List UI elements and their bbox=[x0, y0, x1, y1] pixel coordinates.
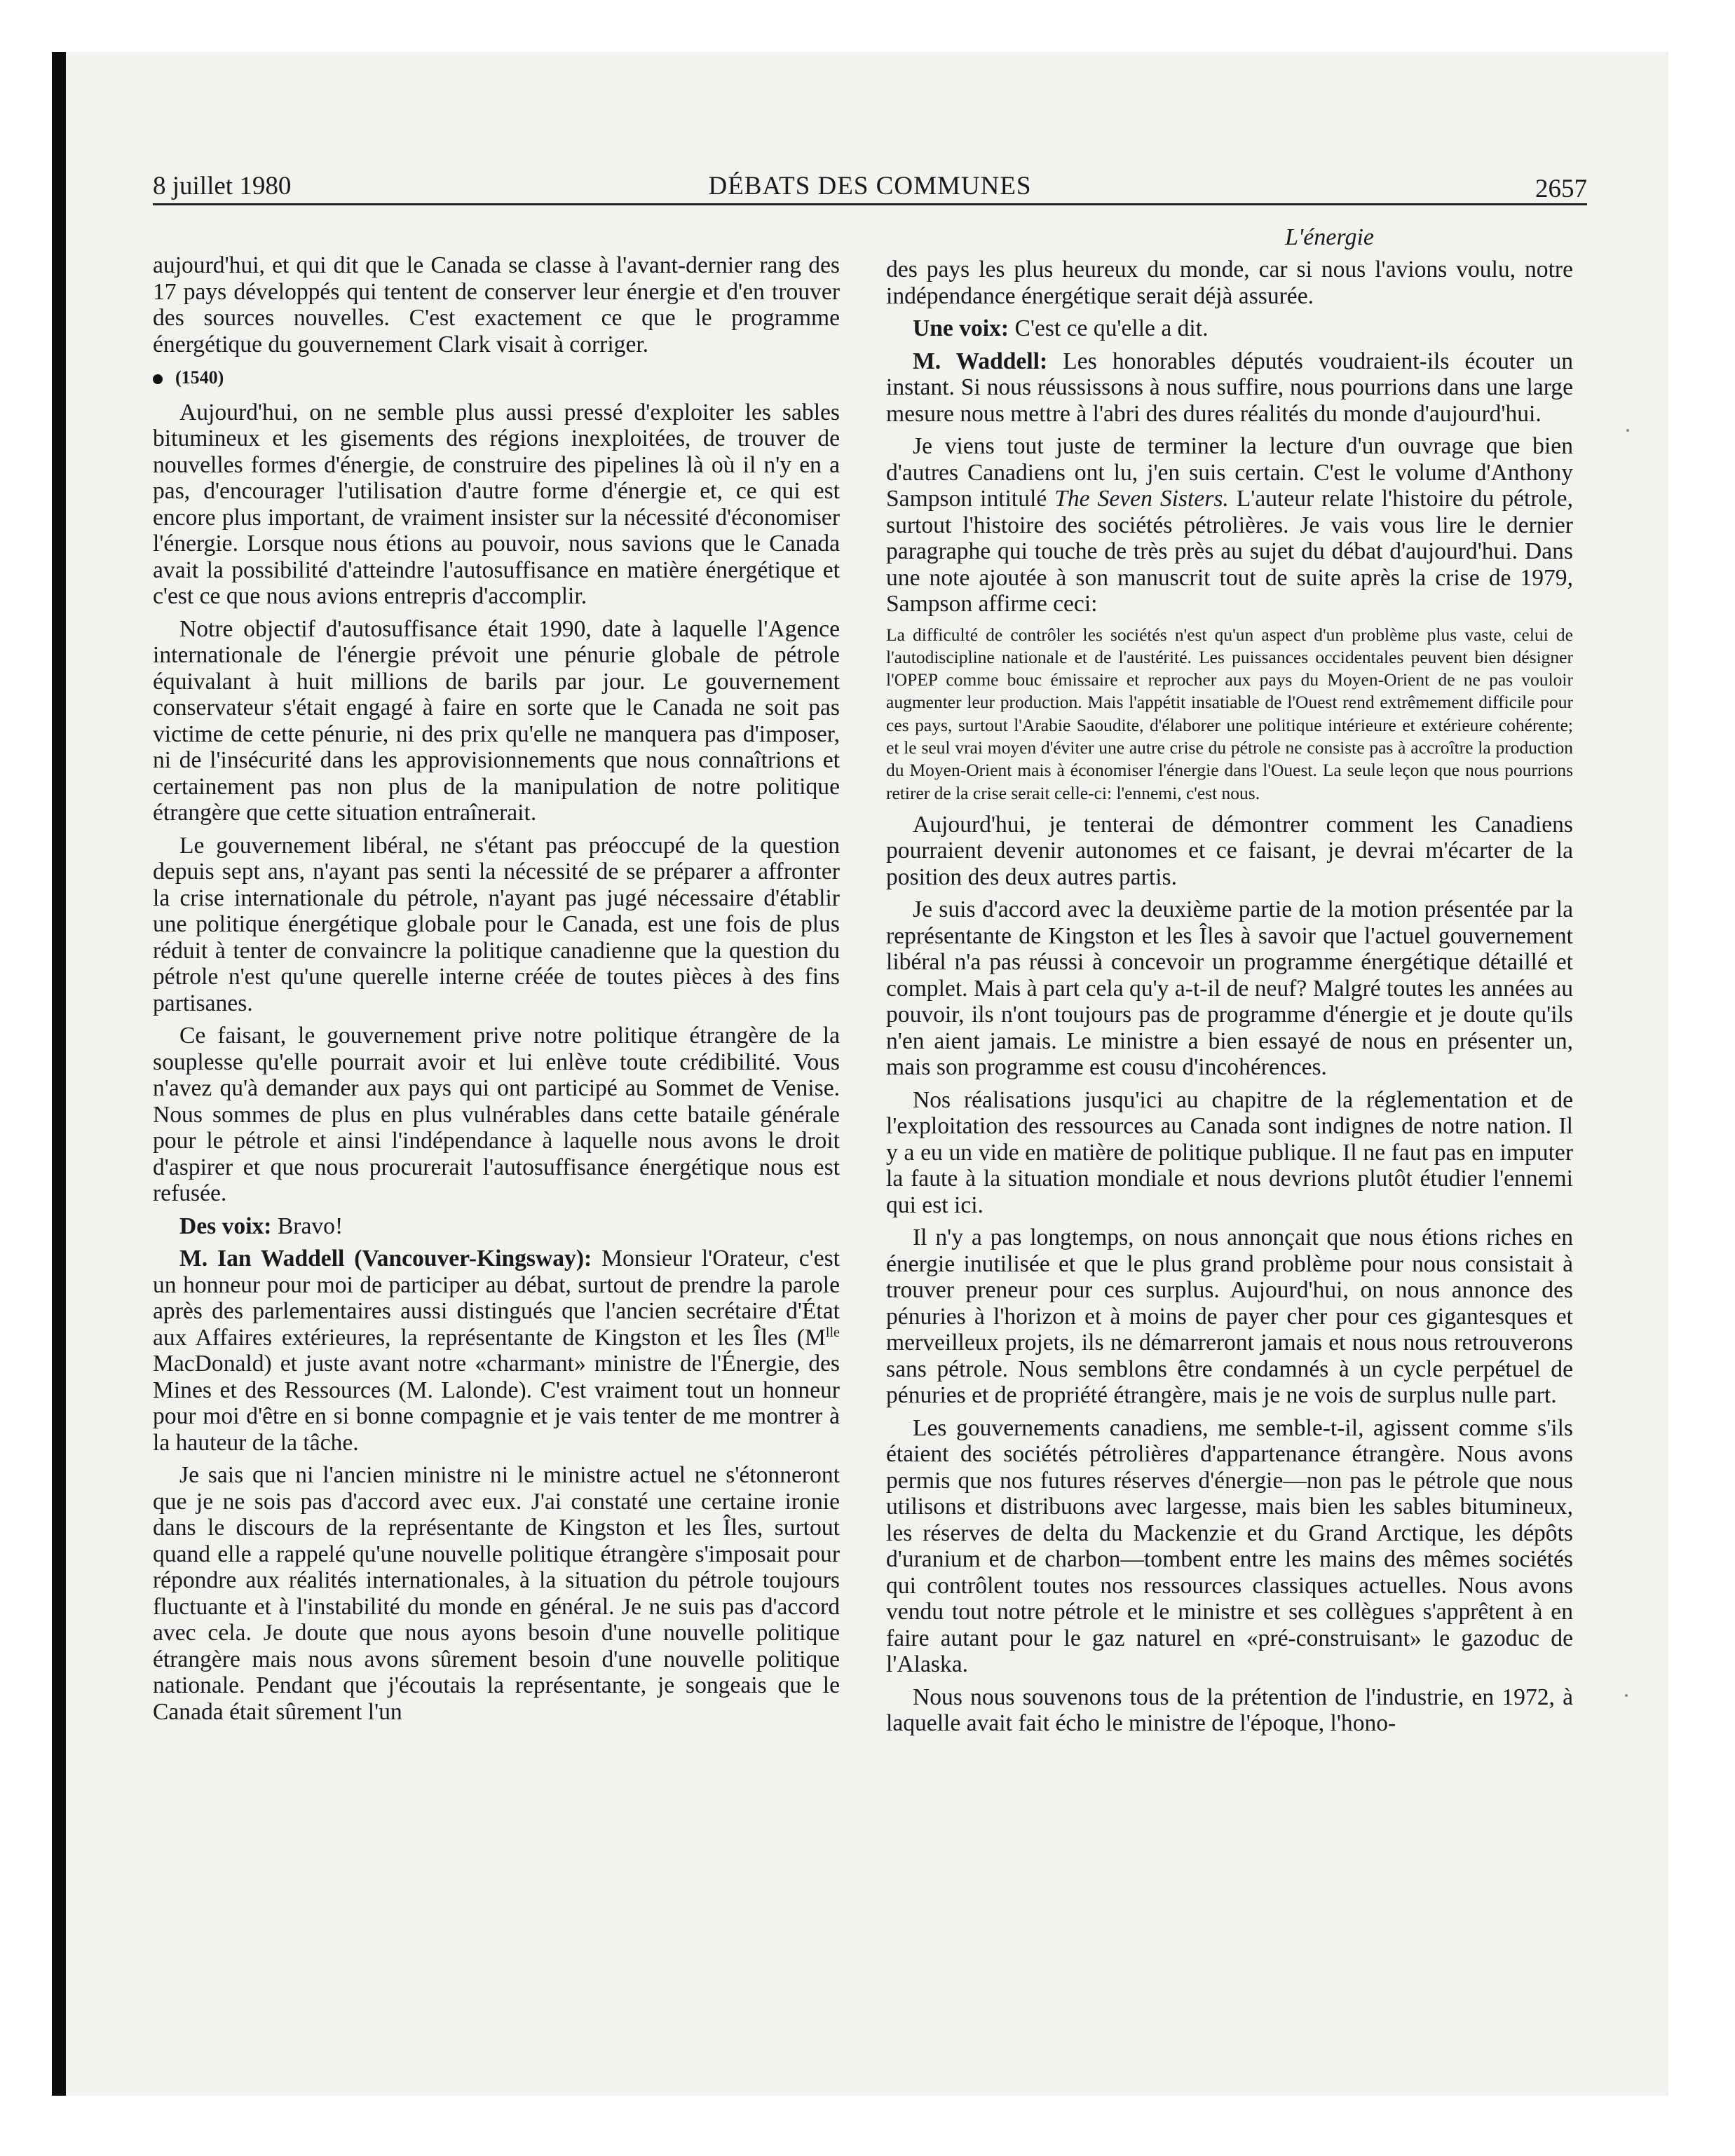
header-rule bbox=[153, 203, 1587, 205]
scan-edge bbox=[52, 52, 66, 2096]
interjection: Des voix: Bravo! bbox=[179, 1213, 343, 1239]
interjection: Une voix: C'est ce qu'elle a dit. bbox=[913, 315, 1209, 341]
bullet-icon bbox=[153, 374, 163, 384]
page-number: 2657 bbox=[1535, 175, 1587, 203]
speaker: Une voix: bbox=[913, 315, 1009, 341]
paragraph: Aujourd'hui, je tenterai de démontrer comment les Canadiens pourraient devenir autonomes et ce faisant, je devrai m'écarter de la position des deux autres partis. bbox=[886, 811, 1573, 890]
paragraph: Aujourd'hui, on ne semble plus aussi pressé d'exploiter les sables bitumineux et les gisements des régions inexploitées, de trouver de nouvelles formes d'énergie, de construire des pipelines là où il n'y en a pas, d'encourager l'utilisation d'autre forme d'énergie et, ce qui est encore plus important, de vraiment insister sur la nécessité d'économiser l'énergie. Lorsque nous étions au pouvoir, nous savions que le Canada avait la possibilité d'atteindre l'autosuffisance en matière énergétique et c'est ce que nous avions entrepris d'accomplir. bbox=[153, 399, 840, 609]
paragraph: des pays les plus heureux du monde, car si nous l'avions voulu, notre indépendance énergétique serait déjà assurée. bbox=[886, 257, 1573, 309]
running-title: L'énergie bbox=[1285, 224, 1374, 250]
scan-speck bbox=[1625, 1694, 1628, 1697]
speaker: M. Ian Waddell (Vancouver-Kingsway): bbox=[179, 1246, 592, 1271]
page-header bbox=[153, 165, 1587, 207]
paragraph: Les gouvernements canadiens, me semble-t-il, agissent comme s'ils étaient des sociétés pétrolières d'appartenance étrangère. Nous avons permis que nos futures réserves d'énergie—non pas le pétrole que nous utilisons et distribuons avec largesse, mais bien les sables bitumineux, les réserves de delta du Mackenzie et du Grand Arctique, les dépôts d'uranium et de charbon—tombent entre les mains des mêmes sociétés qui contrôlent toutes nos ressources classiques actuelles. Nous avons vendu tout notre pétrole et le ministre et ses collègues s'apprêtent à en faire autant pour le gaz naturel en «pré-construisant» le gazoduc de l'Alaska. bbox=[886, 1414, 1573, 1678]
block-quote: La difficulté de contrôler les sociétés n'est qu'un aspect d'un problème plus vaste, celui de l'autodiscipline nationale et de l'austérité. Les puissances occidentales peuvent bien désigner l'OPEP comme bouc émissaire et reprocher aux pays du Moyen-Orient de ne pas vouloir augmenter leur production. Mais l'appétit insatiable de l'Ouest rend extrêmement difficile pour ces pays, surtout l'Arabie Saoudite, d'élaborer une politique intérieure et extérieure cohérente; et le seul vrai moyen d'éviter une autre crise du pétrole ne consiste pas à accroître la production du Moyen-Orient mais à économiser l'énergie dans l'Ouest. La seule leçon que nous pourrions retirer de la crise serait celle-ci: l'ennemi, c'est nous. bbox=[886, 624, 1573, 803]
paragraph: Il n'y a pas longtemps, on nous annonçait que nous étions riches en énergie inutilisée et que le plus grand problème pour nous consistait à trouver preneur pour ces surplus. Aujourd'hui, on nous annonce des pénuries à l'horizon et à moins de payer cher pour ces gigantesques et merveilleux projets, ils ne démarreront jamais et nous nous retrouverons sans pétrole. Nous semblons être condamnés à un cycle perpétuel de pénuries et de propriété étrangère, mais je ne vois de surplus nulle part. bbox=[886, 1224, 1573, 1409]
time-marker: (1540) bbox=[153, 364, 840, 391]
book-title: The Seven Sisters. bbox=[1054, 486, 1229, 512]
paragraph: Ce faisant, le gouvernement prive notre politique étrangère de la souplesse qu'elle pourrait avoir et lui enlève toute crédibilité. Vous n'avez qu'à demander aux pays qui ont participé au Sommet de Venise. Nous sommes de plus en plus vulnérables dans cette bataile générale pour le pétrole et ainsi l'indépendance à laquelle nous avons le droit d'aspirer et que nous procurerait l'autosuffisance énergétique nous est refusée. bbox=[153, 1023, 840, 1206]
paragraph: Je suis d'accord avec la deuxième partie de la motion présentée par la représentante de Kingston et les Îles à savoir que l'actuel gouvernement libéral n'a pas réussi à concevoir un programme énergétique détaillé et complet. Mais à part cela qu'y a-t-il de neuf? Malgré toutes les années au pouvoir, ils n'ont toujours pas de programme d'énergie et je doute qu'ils n'en aient jamais. Le ministre a bien essayé de nous en présenter un, mais son programme est cousu d'incohérences. bbox=[886, 896, 1573, 1081]
speaker: M. Waddell: bbox=[913, 348, 1048, 374]
scan-speck bbox=[1626, 429, 1629, 432]
paragraph: Nos réalisations jusqu'ici au chapitre de la réglementation et de l'exploitation des ressources au Canada sont indignes de notre nation. Il y a eu un vide en matière de politique publique. Il ne faut pas en imputer la faute à la situation mondiale et nous devrions plutôt étudier l'ennemi qui est ici. bbox=[886, 1086, 1573, 1218]
paragraph: Je sais que ni l'ancien ministre ni le ministre actuel ne s'étonneront que je ne sois pas d'accord avec eux. J'ai constaté une certaine ironie dans le discours de la représentante de Kingston et les Îles, surtout quand elle a rappelé qu'une nouvelle politique étrangère s'imposait pour répondre aux réalités internationales, à la situation du pétrole toujours fluctuante et à l'instabilité du monde en général. Je ne suis pas d'accord avec cela. Je doute que nous ayons besoin d'une nouvelle politique étrangère mais nous avons sûrement besoin d'une nouvelle politique nationale. Pendant que j'écoutais la représentante, je songeais que le Canada était sûrement l'un bbox=[153, 1462, 840, 1725]
speaker: Des voix: bbox=[179, 1213, 272, 1239]
left-column bbox=[153, 252, 840, 1731]
paragraph: aujourd'hui, et qui dit que le Canada se classe à l'avant-dernier rang des 17 pays développés qui tentent de conserver leur énergie et d'en trouver des sources nouvelles. C'est exactement ce que le programme énergétique du gouvernement Clark visait à corriger. bbox=[153, 252, 840, 357]
paragraph: Je viens tout juste de terminer la lecture d'un ouvrage que bien d'autres Canadiens ont lu, j'en suis certain. C'est le volume d'Anthony Sampson intitulé The Seven Sisters. L'auteur relate l'histoire du pétrole, surtout l'histoire des sociétés pétrolières. Je vais vous lire le dernier paragraphe qui touche de très près au sujet du débat d'aujourd'hui. Dans une note ajoutée à son manuscrit tout de suite après la crise de 1979, Sampson affirme ceci: bbox=[886, 433, 1573, 617]
paragraph: Notre objectif d'autosuffisance était 1990, date à laquelle l'Agence internationale de l'énergie prévoit une pénurie globale de pétrole équivalant à huit millions de barils par jour. Le gouvernement conservateur s'était engagé à faire en sorte que le Canada ne soit pas victime de cette pénurie, ni des prix qu'elle ne manquera pas d'imposer, ni de l'insécurité dans les approvisionnements que nous connaîtrions et certainement pas non plus de la manipulation de notre politique étrangère que cette situation entraînerait. bbox=[153, 615, 840, 826]
right-column bbox=[886, 257, 1573, 1743]
speech-paragraph: M. Ian Waddell (Vancouver-Kingsway): Monsieur l'Orateur, c'est un honneur pour moi de participer au débat, surtout de prendre la parole après des parlementaires aussi distingués que l'ancien secrétaire d'État aux Affaires extérieures, la représentante de Kingston et les Îles ($M^{lle}$ MacDonald) et juste avant notre «charmant» ministre de l'Énergie, des Mines et des Ressources (M. Lalonde). C'est vraiment tout un honneur pour moi d'être en si bonne compagnie et je vais tenter de me montrer à la hauteur de la tâche. bbox=[153, 1246, 840, 1456]
speech-paragraph: M. Waddell: Les honorables députés voudraient-ils écouter un instant. Si nous réussissons à nous suffire, nous pourrions dans une large mesure nous mettre à l'abri des dures réalités du monde d'aujourd'hui. bbox=[886, 348, 1573, 427]
header-date: 8 juillet 1980 bbox=[153, 172, 292, 200]
paragraph: Le gouvernement libéral, ne s'étant pas préoccupé de la question depuis sept ans, n'ayant pas senti la nécessité de se préparer a affronter la crise internationale du pétrole, n'ayant pas jugé nécessaire d'établir une politique énergétique globale pour le Canada, est une fois de plus réduit à tenter de convaincre la politique canadienne que la question du pétrole n'est qu'une querelle interne créée de toutes pièces à des fins partisanes. bbox=[153, 832, 840, 1016]
header-title: DÉBATS DES COMMUNES bbox=[708, 172, 1032, 200]
paragraph: Nous nous souvenons tous de la prétention de l'industrie, en 1972, à laquelle avait fait écho le ministre de l'époque, l'hono- bbox=[886, 1684, 1573, 1737]
